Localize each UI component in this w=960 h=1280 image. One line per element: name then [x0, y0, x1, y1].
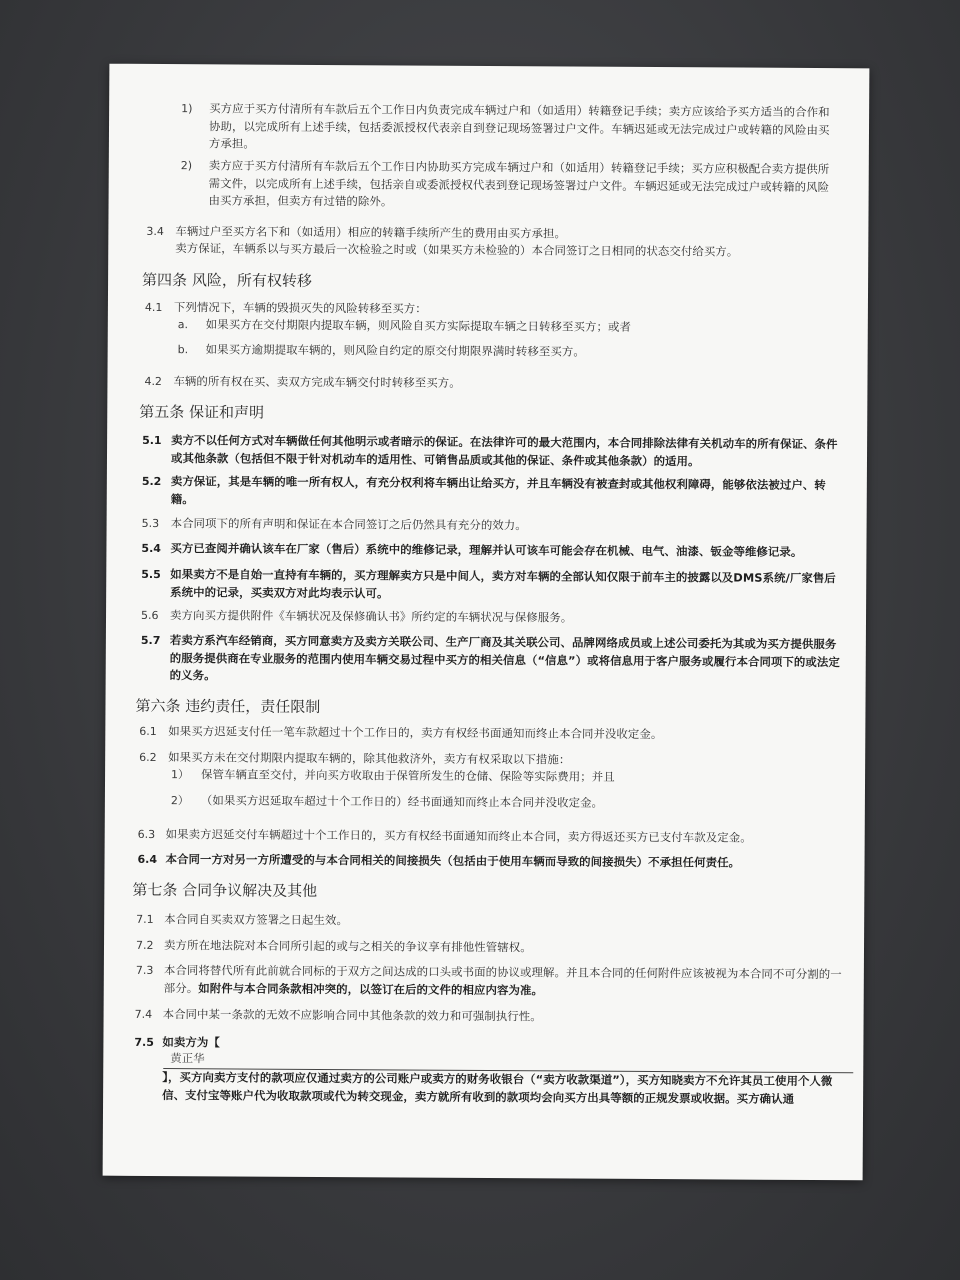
clause-number: 5.7 [140, 633, 161, 648]
clause-text: 本合同一方对另一方所遭受的与本合同相关的间接损失（包括由于使用车辆而导致的间接损失）不承担任何责任。 [165, 852, 741, 870]
clause-text: 买方应于买方付清所有车款后五个工作日内负责完成车辆过户和（如适用）转籍登记手续；卖方应该给予买方适当的合作和协助，以完成所有上述手续，包括委派授权代表亲自到登记现场签署过户文件。车辆迟延或无法完成过户或转籍的风险由买方承担。 [208, 101, 830, 151]
article-heading: 第五条 保证和声明 [139, 402, 265, 422]
clause-text: 若卖方系汽车经销商，买方同意卖方及卖方关联公司、生产厂商及其关联公司、品牌网络成员或上述公司委托为其或为买方提供服务的服务提供商在专业服务的范围内使用车辆交易过程中买方的相关信息（“信息”）或将信息用于客户服务或履行本合同项下的或法定的义务。 [169, 633, 840, 683]
clause-text: 卖方保证，其是车辆的唯一所有权人，有充分权利将车辆出让给买方，并且车辆没有被查封或其他权利障碍，能够依法被过户、转籍。 [170, 474, 826, 506]
clause-text: 如果买方在交付期限内提取车辆，则风险自买方实际提取车辆之日转移至买方；或者 [205, 317, 632, 334]
contract-page [103, 64, 870, 1181]
clause-text: 车辆过户至买方名下和（如适用）相应的转籍手续所产生的费用由买方承担。 [175, 224, 567, 241]
clause-text: 如果卖方不是自始一直持有车辆的，买方理解卖方只是中间人，卖方对车辆的全部认知仅限于前车主的披露以及DMS系统/厂家售后系统中的记录，买卖双方对此均表示认可。 [170, 567, 836, 600]
item-number: 1） [171, 768, 190, 782]
clause-number: 6.2 [139, 750, 157, 764]
clause-text: 保管车辆直至交付，并向买方收取由于保管所发生的仓储、保险等实际费用；并且 [201, 767, 615, 784]
clause-number: 6.4 [137, 852, 158, 866]
clause-text: （如果买方迟延取车超过十个工作日的）经书面通知而终止本合同并没收定金。 [200, 793, 604, 810]
clause-number: 7.2 [135, 938, 154, 952]
clause-number: 5.4 [141, 541, 161, 556]
clause-number: 7.1 [136, 912, 154, 926]
contract-body [109, 64, 869, 1106]
clause-number: 7.5 [134, 1035, 154, 1049]
clause-text: 买方已查阅并确认该车在厂家（售后）系统中的维修记录，理解并认可该车可能会存在机械、电气、油漆、钣金等维修记录。 [170, 541, 803, 559]
clause-number: 3.4 [146, 224, 164, 239]
clause-number: 6.3 [137, 827, 156, 841]
clause-number: 4.2 [144, 374, 163, 389]
clause-number: 7.4 [134, 1007, 153, 1021]
clause-text: 本合同中某一条款的无效不应影响合同中其他条款的效力和可强制执行性。 [162, 1007, 542, 1024]
clause-number: 4.1 [144, 300, 163, 315]
clause-text: 车辆的所有权在买、卖双方完成车辆交付时转移至买方。 [173, 374, 461, 390]
clause-text: 卖方应于买方付清所有车款后五个工作日内协助买方完成车辆过户和（如适用）转籍登记手续；买方应积极配合卖方提供所需文件，以完成所有上述手续，包括亲自或委派授权代表到登记现场签署过户文件。车辆迟延或无法完成过户或转籍的风险由买方承担，但卖方有过错的除外。 [208, 158, 830, 209]
clause-text-bold: 如附件与本合同条款相冲突的，以签订在后的文件的相应内容为准。 [198, 980, 544, 997]
item-letter: b. [177, 343, 189, 357]
seller-label: 如卖方为【 [162, 1035, 220, 1050]
clause-number: 6.1 [139, 724, 157, 738]
clause-text: 如果买方迟延支付任一笔车款超过十个工作日的，卖方有权经书面通知而终止本合同并没收定金。 [168, 724, 663, 742]
clause-text: 本合同自买卖双方签署之日起生效。 [164, 912, 349, 928]
article-heading: 第六条 违约责任，责任限制 [135, 696, 321, 716]
clause-text: 本合同项下的所有声明和保证在本合同签订之后仍然具有充分的效力。 [170, 516, 527, 533]
clause-number: 5.3 [141, 516, 160, 531]
clause-number: 5.6 [140, 608, 159, 622]
clause-text: 卖方保证，车辆系以与买方最后一次检验之时或（如果买方未检验的）本合同签订之日相同的状态交付给买方。 [175, 241, 739, 259]
article-heading: 第七条 合同争议解决及其他 [132, 880, 318, 900]
clause-number: 7.3 [135, 963, 154, 977]
item-number: 1) [181, 102, 193, 116]
clause-text: 如果买方未在交付期限内提取车辆的，除其他救济外，卖方有权采取以下措施： [168, 750, 571, 767]
clause-number: 5.1 [142, 433, 162, 448]
clause-text: 卖方不以任何方式对车辆做任何其他明示或者暗示的保证。在法律许可的最大范围内，本合同排除法律有关机动车的所有保证、条件或其他条款（包括但不限于针对机动车的适用性、可销售品质或其他的保证、条件或其他条款）的适用。 [170, 433, 838, 468]
item-letter: a. [177, 318, 189, 332]
clause-text [164, 962, 848, 1001]
seller-name-field: 黄正华 [170, 1051, 205, 1066]
item-number: 2) [180, 159, 193, 173]
clause-text: 卖方向买方提供附件《车辆状况及保修确认书》所约定的车辆状况与保修服务。 [169, 608, 573, 625]
article-heading: 第四条 风险，所有权转移 [142, 270, 312, 290]
clause-text: 如果卖方迟延交付车辆超过十个工作日的，买方有权经书面通知而终止本合同，卖方得返还买方已支付车款及定金。 [165, 827, 752, 845]
clause-text: 卖方所在地法院对本合同所引起的或与之相关的争议享有排他性管辖权。 [163, 938, 532, 955]
clause-text: 下列情况下，车辆的毁损灭失的风险转移至买方： [173, 300, 427, 316]
clause-number: 5.2 [141, 474, 162, 489]
item-number: 2） [170, 794, 189, 808]
clause-text: 】，买方向卖方支付的款项应仅通过卖方的公司账户或卖方的财务收银台（“卖方收款渠道”），买方知晓卖方不允许其员工使用个人微信、支付宝等账户代为收取款项或代为转交现金，卖方就所有收到的款项均会向买方出具等额的正规发票或收据。买方确认通 [162, 1070, 833, 1106]
clause-text-plain: 本合同将替代所有此前就合同标的于双方之间达成的口头或书面的协议或理解。并且本合同的任何附件应该被视为本合同不可分割的一部分。 [163, 963, 842, 995]
clause-text: 如果买方逾期提取车辆的，则风险自约定的原交付期限界满时转移至买方。 [205, 342, 585, 359]
clause-number: 5.5 [141, 567, 161, 582]
